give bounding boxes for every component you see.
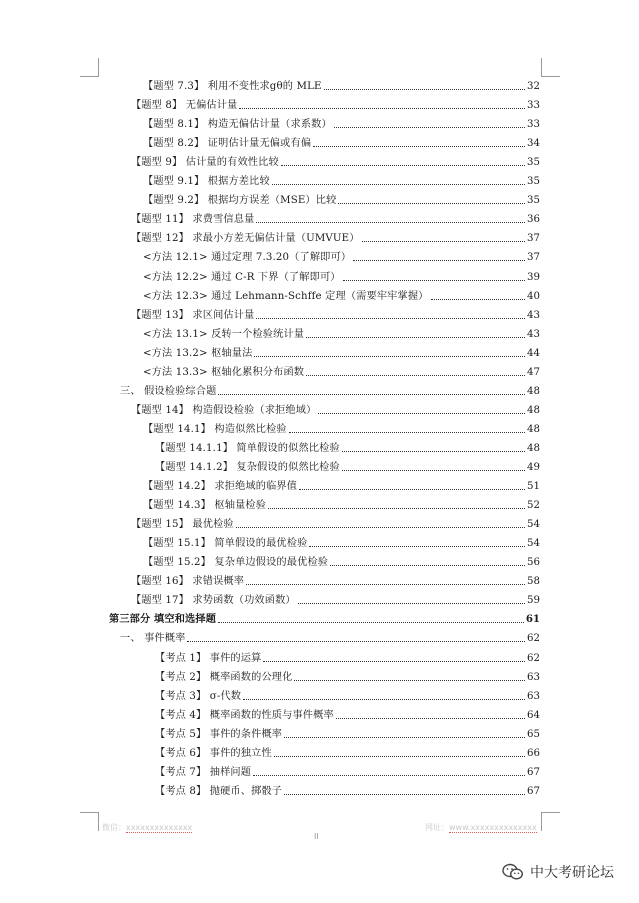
toc-entry[interactable] <box>155 667 540 684</box>
toc-entry[interactable] <box>131 590 540 607</box>
toc-dot-leader <box>294 680 525 681</box>
toc-entry-page: 47 <box>527 366 540 378</box>
toc-dot-leader <box>268 508 525 509</box>
toc-dot-leader <box>246 584 525 585</box>
toc-entry-title: 【题型 12】 求最小方差无偏估计量（UMVUE） <box>131 233 360 245</box>
toc-entry-page: 63 <box>527 671 540 683</box>
toc-dot-leader <box>243 699 525 700</box>
toc-entry[interactable] <box>155 781 540 798</box>
footer-wechat <box>102 822 192 833</box>
toc-entry-title: 【题型 14.1.2】 复杂假设的似然比检验 <box>155 462 340 473</box>
toc-entry-page: 52 <box>527 500 540 512</box>
brand-watermark <box>502 862 614 882</box>
toc-entry[interactable] <box>131 152 540 169</box>
toc-entry-page: 33 <box>527 119 540 131</box>
toc-dot-leader <box>306 375 525 376</box>
toc-entry-title: 【考点 2】 概率函数的公理化 <box>155 671 293 683</box>
toc-dot-leader <box>334 127 525 128</box>
toc-entry-title: 【题型 17】 求势函数（功效函数） <box>131 595 296 607</box>
toc-entry-page: 34 <box>527 138 540 150</box>
toc-entry[interactable] <box>143 552 540 569</box>
toc-entry-title: <方法 12.1> 通过定理 7.3.20（了解即可） <box>143 252 352 264</box>
toc-entry-page: 54 <box>527 519 540 531</box>
toc-dot-leader <box>343 280 525 281</box>
toc-entry[interactable] <box>155 648 540 665</box>
toc-entry-title: 【题型 15】 最优检验 <box>131 519 234 531</box>
toc-entry-title: 【题型 14.2】 求拒绝域的临界值 <box>143 481 298 493</box>
toc-entry[interactable] <box>143 343 540 360</box>
toc-entry[interactable] <box>155 724 540 741</box>
footer-wechat-label: 微信： <box>102 823 126 832</box>
toc-entry-page: 59 <box>527 595 540 607</box>
toc-entry-page: 35 <box>527 195 540 207</box>
toc-entry-title: 【考点 5】 事件的条件概率 <box>155 728 283 740</box>
toc-dot-leader <box>253 775 525 776</box>
toc-entry-page: 65 <box>527 728 540 740</box>
toc-dot-leader <box>239 108 525 109</box>
toc-entry-title: 【题型 14】 构造假设检验（求拒绝域） <box>131 404 317 416</box>
toc-entry-page: 33 <box>527 100 540 112</box>
toc-entry-title: <方法 12.3> 通过 Lehmann-Schffe 定理（需要牢牢掌握） <box>143 290 429 302</box>
toc-entry-page: 62 <box>527 633 540 645</box>
toc-dot-leader <box>336 718 525 719</box>
toc-entry-title: 【题型 14.1】 构造似然比检验 <box>143 423 287 435</box>
toc-entry[interactable] <box>143 533 540 550</box>
toc-entry-title: 【题型 7.3】 利用不变性求gθ的 MLE <box>143 81 322 92</box>
toc-dot-leader <box>313 146 525 147</box>
footer-website-label: 网址： <box>425 823 449 832</box>
toc-entry-title: 【考点 7】 抽样问题 <box>155 766 252 778</box>
toc-dot-leader <box>284 794 525 795</box>
toc-entry[interactable] <box>131 209 540 226</box>
toc-entry-page: 67 <box>527 785 540 797</box>
toc-entry-title: 【题型 11】 求费雪信息量 <box>131 214 255 226</box>
toc-entry-page: 63 <box>527 690 540 702</box>
toc-entry[interactable] <box>120 381 540 398</box>
toc-entry[interactable] <box>155 743 540 760</box>
toc-dot-leader <box>218 622 524 623</box>
toc-entry[interactable] <box>143 247 540 264</box>
toc-entry-page: 40 <box>527 290 540 302</box>
toc-dot-leader <box>236 527 525 528</box>
crop-mark-top-left <box>80 58 99 77</box>
toc-entry[interactable] <box>155 438 540 455</box>
toc-entry-title: 【题型 9.2】 根据均方误差（MSE）比较 <box>143 195 337 207</box>
toc-entry-page: 64 <box>527 709 540 721</box>
toc-dot-leader <box>353 260 525 261</box>
toc-entry-title: 一、 事件概率 <box>120 633 186 645</box>
toc-entry-title: 第三部分 填空和选择题 <box>109 613 217 626</box>
toc-entry[interactable] <box>143 190 540 207</box>
toc-entry[interactable] <box>131 514 540 531</box>
toc-entry-title: <方法 13.3> 枢轴化累积分布函数 <box>143 366 305 378</box>
toc-entry-page: 35 <box>527 157 540 169</box>
toc-entry-title: 【考点 8】 抛硬币、掷骰子 <box>155 785 283 797</box>
toc-entry[interactable] <box>131 571 540 588</box>
crop-mark-top-right <box>541 58 560 77</box>
toc-dot-leader <box>342 451 525 452</box>
toc-entry-title: <方法 12.2> 通过 C-R 下界（了解即可） <box>143 271 341 283</box>
toc-entry-page: 56 <box>527 557 540 569</box>
toc-entry-title: 【题型 13】 求区间估计量 <box>131 309 255 321</box>
toc-dot-leader <box>187 641 525 642</box>
toc-entry-page: 62 <box>527 652 540 664</box>
toc-dot-leader <box>309 546 525 547</box>
toc-entry-page: 49 <box>527 462 540 473</box>
footer-website-value: www.xxxxxxxxxxxxxx <box>449 823 537 832</box>
toc-entry-title: 【题型 8.1】 构造无偏估计量（求系数） <box>143 119 332 131</box>
toc-entry[interactable] <box>143 267 540 284</box>
toc-entry[interactable] <box>131 305 540 322</box>
toc-dot-leader <box>289 432 525 433</box>
toc-dot-leader <box>330 565 525 566</box>
toc-entry-page: 67 <box>527 766 540 778</box>
toc-entry[interactable] <box>143 419 540 436</box>
toc-entry[interactable] <box>143 362 540 379</box>
toc-dot-leader <box>281 165 525 166</box>
toc-entry[interactable] <box>143 76 540 93</box>
toc-entry-page: 48 <box>527 404 540 416</box>
toc-dot-leader <box>298 603 525 604</box>
toc-entry-page: 32 <box>527 81 540 92</box>
toc-dot-leader <box>272 184 525 185</box>
toc-entry[interactable] <box>120 628 540 645</box>
toc-entry-page: 44 <box>527 347 540 359</box>
toc-dot-leader <box>299 489 525 490</box>
toc-dot-leader <box>274 756 525 757</box>
toc-dot-leader <box>342 470 525 471</box>
toc-entry-title: 【考点 6】 事件的独立性 <box>155 747 272 759</box>
toc-entry-title: 三、 假设检验综合题 <box>120 385 217 397</box>
toc-entry-title: 【题型 14.1.1】 简单假设的似然比检验 <box>155 442 340 454</box>
toc-dot-leader <box>318 413 525 414</box>
toc-entry-page: 35 <box>527 176 540 188</box>
crop-mark-bottom-right <box>541 812 560 831</box>
toc-entry-title: 【考点 4】 概率函数的性质与事件概率 <box>155 709 334 721</box>
toc-entry[interactable] <box>155 686 540 703</box>
brand-name: 中大考研论坛 <box>530 865 614 881</box>
toc-dot-leader <box>254 356 525 357</box>
toc-entry-title: 【题型 8.2】 证明估计量无偏或有偏 <box>143 138 312 150</box>
toc-entry-page: 43 <box>527 309 540 321</box>
toc-entry-page: 43 <box>527 328 540 340</box>
toc-entry[interactable] <box>143 476 540 493</box>
toc-entry-title: 【考点 1】 事件的运算 <box>155 652 262 664</box>
toc-entry-title: <方法 13.1> 反转一个检验统计量 <box>143 328 305 340</box>
toc-entry-title: 【题型 14.3】 枢轴量检验 <box>143 500 267 512</box>
toc-entry-page: 39 <box>527 271 540 283</box>
toc-entry-page: 58 <box>527 576 540 588</box>
toc-entry-title: 【考点 3】 σ-代数 <box>155 690 242 702</box>
toc-dot-leader <box>338 203 525 204</box>
toc-entry-page: 48 <box>527 442 540 454</box>
toc-entry-title: 【题型 9.1】 根据方差比较 <box>143 176 270 188</box>
wechat-icon <box>502 863 524 881</box>
page-number: II <box>314 832 319 841</box>
toc-dot-leader <box>306 337 525 338</box>
toc-entry[interactable] <box>143 133 540 150</box>
toc-entry-page: 48 <box>527 423 540 435</box>
toc-entry[interactable] <box>143 114 540 131</box>
toc-dot-leader <box>256 222 525 223</box>
toc-entry-title: 【题型 9】 估计量的有效性比较 <box>131 157 279 169</box>
toc-dot-leader <box>263 661 525 662</box>
toc-entry[interactable] <box>155 762 540 779</box>
toc-entry-title: 【题型 16】 求错误概率 <box>131 576 245 588</box>
toc-entry-title: <方法 13.2> 枢轴量法 <box>143 347 253 359</box>
crop-mark-bottom-left <box>80 812 99 831</box>
footer-wechat-value: xxxxxxxxxxxxxx <box>126 823 193 832</box>
toc-entry-page: 51 <box>527 481 540 493</box>
toc-entry-title: 【题型 8】 无偏估计量 <box>131 100 238 112</box>
toc-entry-page: 36 <box>527 214 540 226</box>
toc-entry-page: 61 <box>525 613 540 626</box>
toc-dot-leader <box>256 318 525 319</box>
toc-dot-leader <box>324 89 525 90</box>
toc-dot-leader <box>362 241 525 242</box>
footer-website <box>425 822 537 833</box>
toc-entry[interactable] <box>143 171 540 188</box>
toc-entry[interactable] <box>131 228 540 245</box>
toc-entry[interactable] <box>143 495 540 512</box>
toc-entry[interactable] <box>131 400 540 417</box>
toc-entry[interactable] <box>143 286 540 303</box>
toc-entry[interactable] <box>109 609 540 626</box>
toc-dot-leader <box>218 394 525 395</box>
toc-entry[interactable] <box>143 324 540 341</box>
toc-entry[interactable] <box>131 95 540 112</box>
toc-dot-leader <box>431 299 526 300</box>
toc-entry-title: 【题型 15.1】 简单假设的最优检验 <box>143 538 308 550</box>
toc-entry-page: 37 <box>527 252 540 264</box>
toc-dot-leader <box>284 737 525 738</box>
toc-entry[interactable] <box>155 457 540 474</box>
toc-entry[interactable] <box>155 705 540 722</box>
toc-entry-title: 【题型 15.2】 复杂单边假设的最优检验 <box>143 557 329 569</box>
toc-entry-page: 54 <box>527 538 540 550</box>
toc-entry-page: 37 <box>527 233 540 245</box>
toc-entry-page: 66 <box>527 747 540 759</box>
toc-entry-page: 48 <box>527 385 540 397</box>
